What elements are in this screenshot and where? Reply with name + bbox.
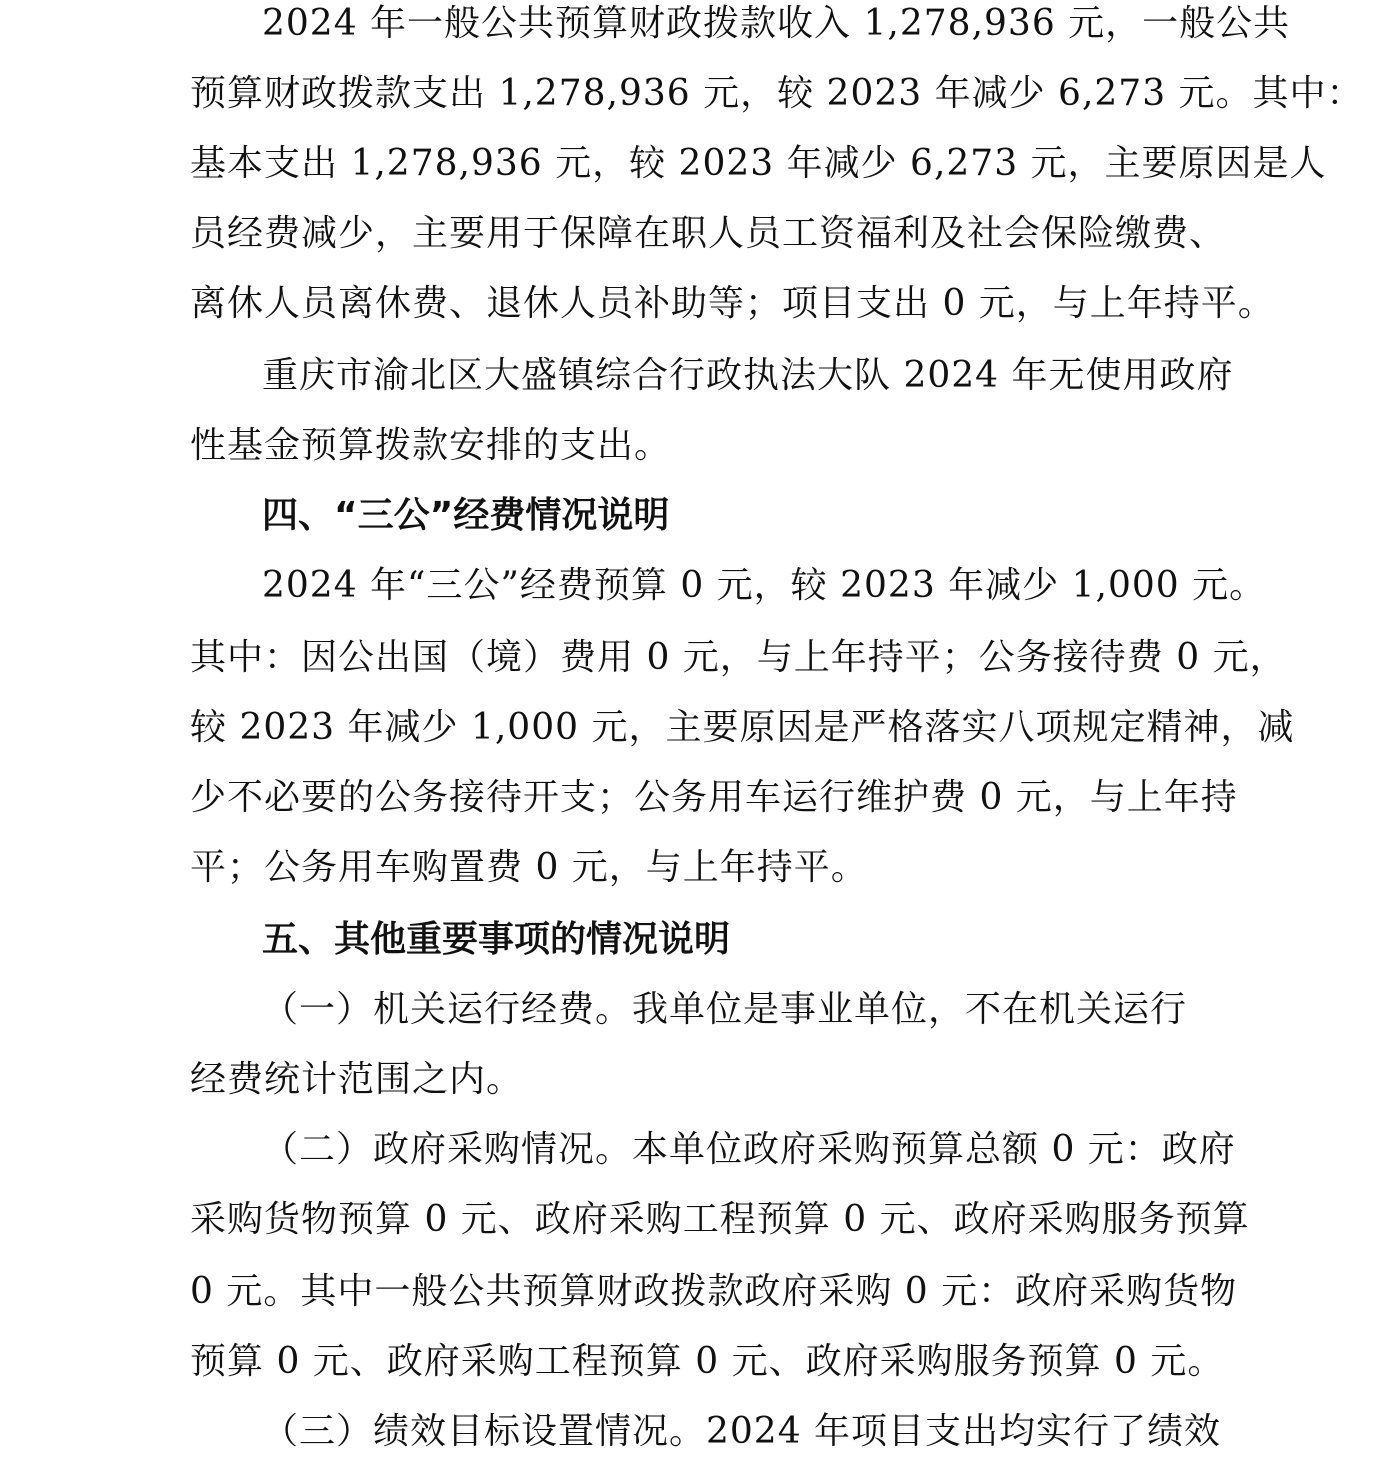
paragraph-fund-line-1: 重庆市渝北区大盛镇综合行政执法大队 2024 年无使用政府 — [262, 355, 1234, 396]
paragraph-item-two-line-4: 预算 0 元、政府采购工程预算 0 元、政府采购服务预算 0 元。 — [190, 1341, 1225, 1382]
paragraph-fund-line-2: 性基金预算拨款安排的支出。 — [190, 425, 672, 466]
paragraph-sangong-line-5: 平；公务用车购置费 0 元，与上年持平。 — [190, 847, 868, 888]
paragraph-item-two-line-1: （二）政府采购情况。本单位政府采购预算总额 0 元：政府 — [262, 1129, 1236, 1170]
paragraph-sangong-line-3: 较 2023 年减少 1,000 元，主要原因是严格落实八项规定精神，减 — [190, 707, 1295, 748]
paragraph-sangong-line-1: 2024 年“三公”经费预算 0 元，较 2023 年减少 1,000 元。 — [262, 565, 1267, 606]
paragraph-budget-line-5: 离休人员离休费、退休人员补助等；项目支出 0 元，与上年持平。 — [190, 283, 1275, 324]
paragraph-sangong-line-2: 其中：因公出国（境）费用 0 元，与上年持平；公务接待费 0 元， — [190, 637, 1287, 678]
paragraph-budget-line-3: 基本支出 1,278,936 元，较 2023 年减少 6,273 元，主要原因是人 — [190, 143, 1327, 184]
section-heading-four: 四、“三公”经费情况说明 — [262, 495, 670, 536]
paragraph-item-two-line-3: 0 元。其中一般公共预算财政拨款政府采购 0 元：政府采购货物 — [190, 1271, 1238, 1312]
paragraph-item-two-line-2: 采购货物预算 0 元、政府采购工程预算 0 元、政府采购服务预算 — [190, 1199, 1250, 1240]
section-heading-five: 五、其他重要事项的情况说明 — [262, 919, 731, 960]
paragraph-budget-line-2: 预算财政拨款支出 1,278,936 元，较 2023 年减少 6,273 元。其中： — [190, 73, 1364, 114]
paragraph-sangong-line-4: 少不必要的公务接待开支；公务用车运行维护费 0 元，与上年持 — [190, 777, 1238, 818]
paragraph-item-three-line-1: （三）绩效目标设置情况。2024 年项目支出均实行了绩效 — [262, 1411, 1222, 1452]
paragraph-item-one-line-2: 经费统计范围之内。 — [190, 1059, 524, 1100]
paragraph-item-one-line-1: （一）机关运行经费。我单位是事业单位，不在机关运行 — [262, 989, 1188, 1030]
paragraph-budget-line-1: 2024 年一般公共预算财政拨款收入 1,278,936 元，一般公共 — [262, 3, 1291, 44]
paragraph-budget-line-4: 员经费减少，主要用于保障在职人员工资福利及社会保险缴费、 — [190, 213, 1227, 254]
